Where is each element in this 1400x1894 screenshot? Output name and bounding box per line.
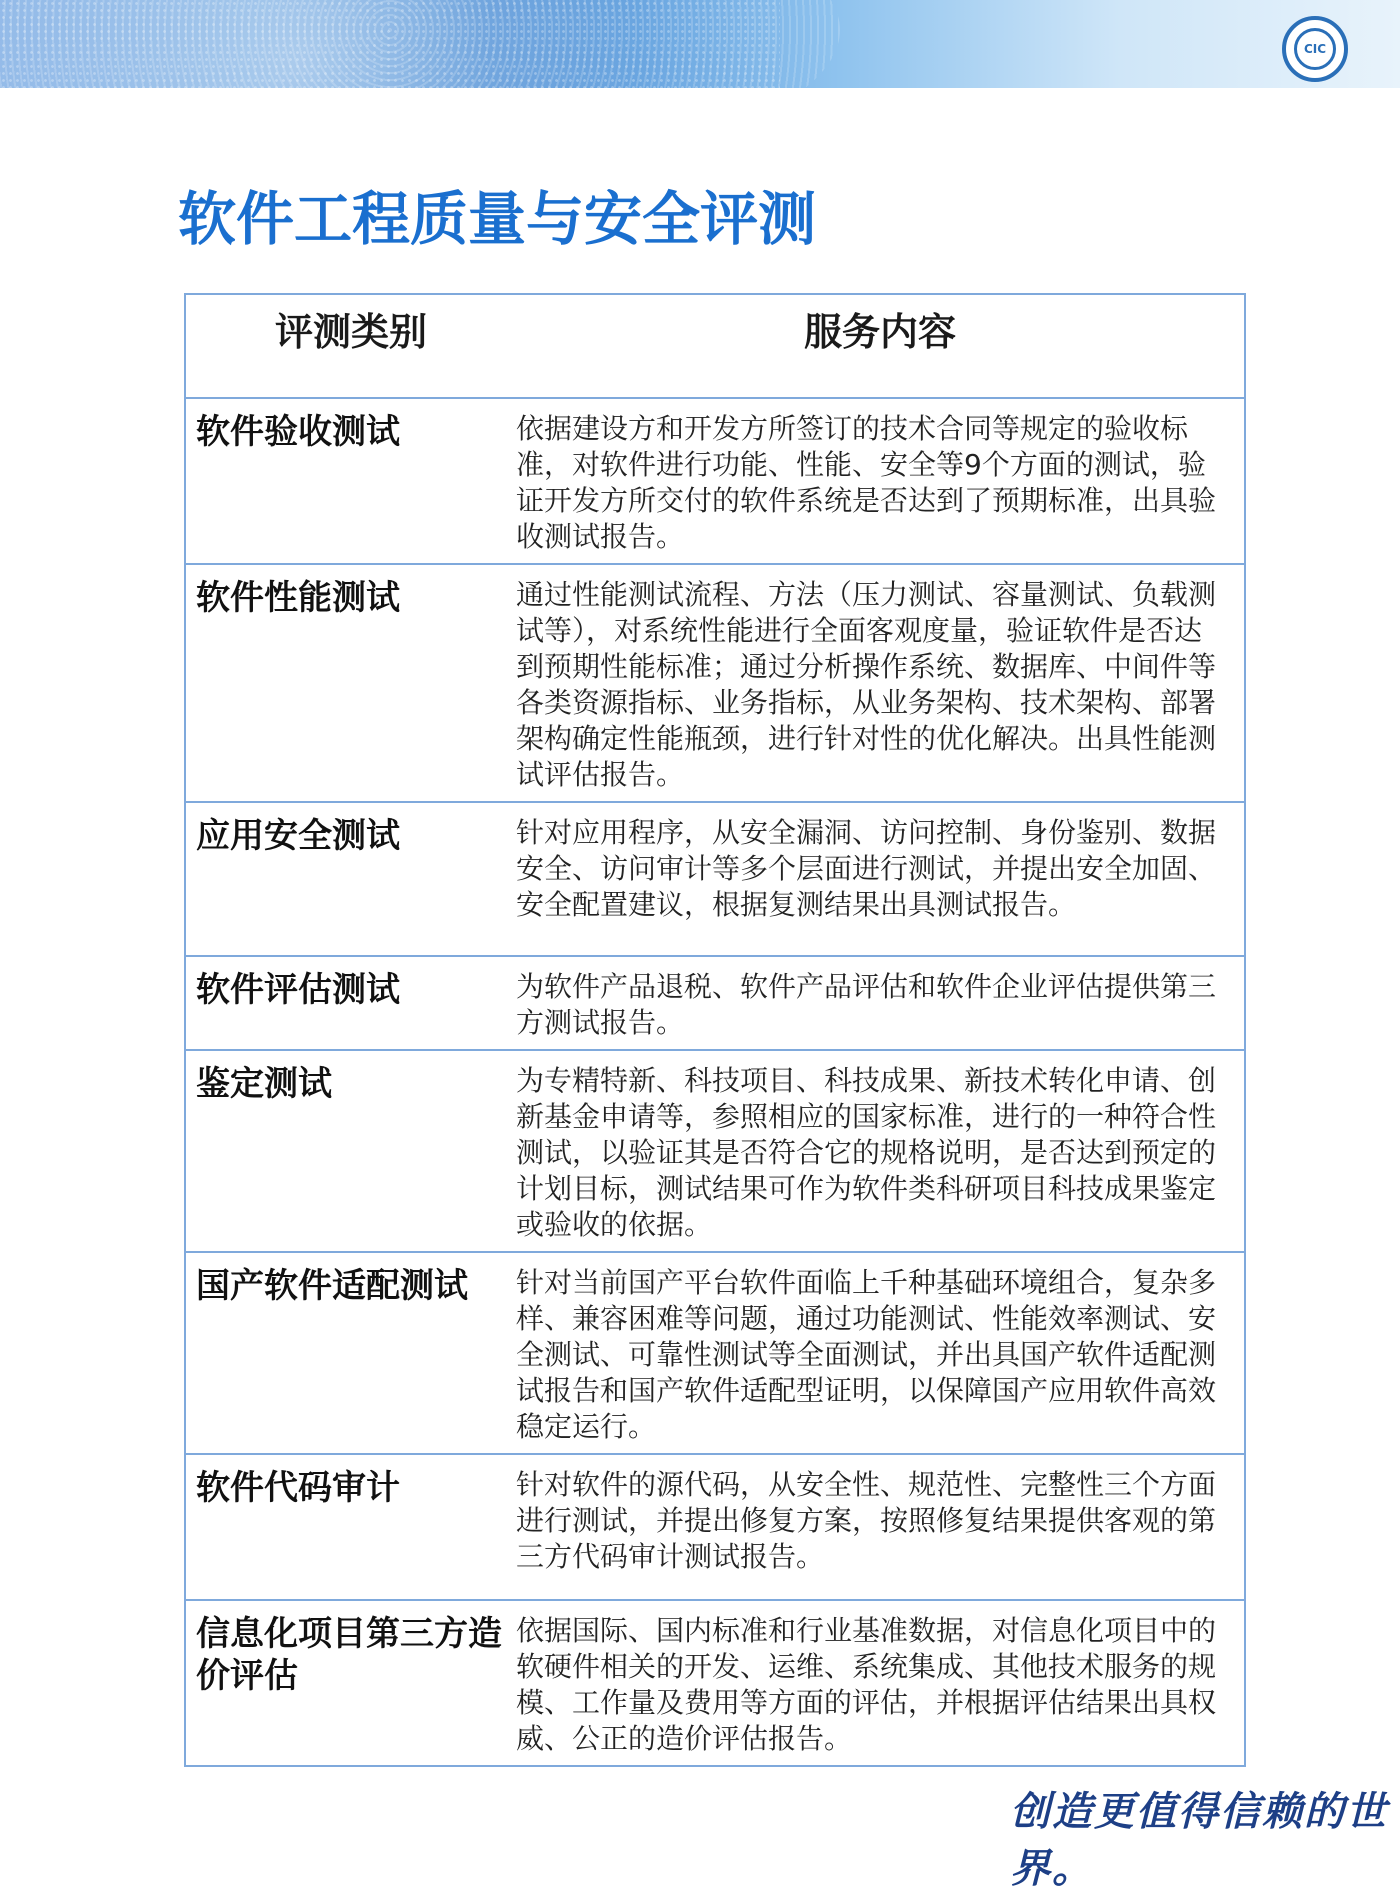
- row-content: 通过性能测试流程、方法（压力测试、容量测试、负载测试等），对系统性能进行全面客观度量，验证软件是否达到预期性能标准；通过分析操作系统、数据库、中间件等各类资源指标、业务指标，从业务架构、技术架构、部署架构确定性能瓶颈，进行针对性的优化解决。出具性能测试评估报告。: [516, 564, 1245, 802]
- table-row: [185, 1050, 1245, 1252]
- row-category: 鉴定测试: [185, 1050, 516, 1252]
- cic-logo-text: CIC: [1294, 28, 1336, 70]
- header-banner: [0, 0, 1400, 88]
- row-category: 软件验收测试: [185, 398, 516, 564]
- row-category: 软件性能测试: [185, 564, 516, 802]
- row-category: 应用安全测试: [185, 802, 516, 956]
- row-content: 为专精特新、科技项目、科技成果、新技术转化申请、创新基金申请等，参照相应的国家标准，进行的一种符合性测试，以验证其是否符合它的规格说明，是否达到预定的计划目标，测试结果可作为软件类科研项目科技成果鉴定或验收的依据。: [516, 1050, 1245, 1252]
- row-content: 为软件产品退税、软件产品评估和软件企业评估提供第三方测试报告。: [516, 956, 1245, 1050]
- row-content: 针对应用程序，从安全漏洞、访问控制、身份鉴别、数据安全、访问审计等多个层面进行测试，并提出安全加固、安全配置建议，根据复测结果出具测试报告。: [516, 802, 1245, 956]
- row-category: 国产软件适配测试: [185, 1252, 516, 1454]
- table-row: [185, 956, 1245, 1050]
- header-content: 服务内容: [516, 294, 1245, 398]
- slogan: 创造更值得信赖的世界。: [1010, 1788, 1388, 1892]
- header-category: 评测类别: [185, 294, 516, 398]
- table-row: [185, 1454, 1245, 1600]
- table-row: [185, 1600, 1245, 1766]
- page-title: 软件工程质量与安全评测: [178, 185, 817, 253]
- row-category: 软件代码审计: [185, 1454, 516, 1600]
- world-map-dots: [0, 0, 780, 88]
- cic-logo-icon: [1282, 16, 1348, 82]
- table-header-row: [185, 294, 1245, 398]
- row-content: 针对软件的源代码，从安全性、规范性、完整性三个方面进行测试，并提出修复方案，按照修复结果提供客观的第三方代码审计测试报告。: [516, 1454, 1245, 1600]
- table-row: [185, 802, 1245, 956]
- table-row: [185, 398, 1245, 564]
- row-content: 针对当前国产平台软件面临上千种基础环境组合，复杂多样、兼容困难等问题，通过功能测试、性能效率测试、安全测试、可靠性测试等全面测试，并出具国产软件适配测试报告和国产软件适配型证明，以保障国产应用软件高效稳定运行。: [516, 1252, 1245, 1454]
- row-content: 依据国际、国内标准和行业基准数据，对信息化项目中的软硬件相关的开发、运维、系统集成、其他技术服务的规模、工作量及费用等方面的评估，并根据评估结果出具权威、公正的造价评估报告。: [516, 1600, 1245, 1766]
- service-table: [184, 293, 1246, 1767]
- row-category: 软件评估测试: [185, 956, 516, 1050]
- row-content: 依据建设方和开发方所签订的技术合同等规定的验收标准，对软件进行功能、性能、安全等9个方面的测试，验证开发方所交付的软件系统是否达到了预期标准，出具验收测试报告。: [516, 398, 1245, 564]
- row-category: 信息化项目第三方造价评估: [185, 1600, 516, 1766]
- table-row: [185, 564, 1245, 802]
- table-row: [185, 1252, 1245, 1454]
